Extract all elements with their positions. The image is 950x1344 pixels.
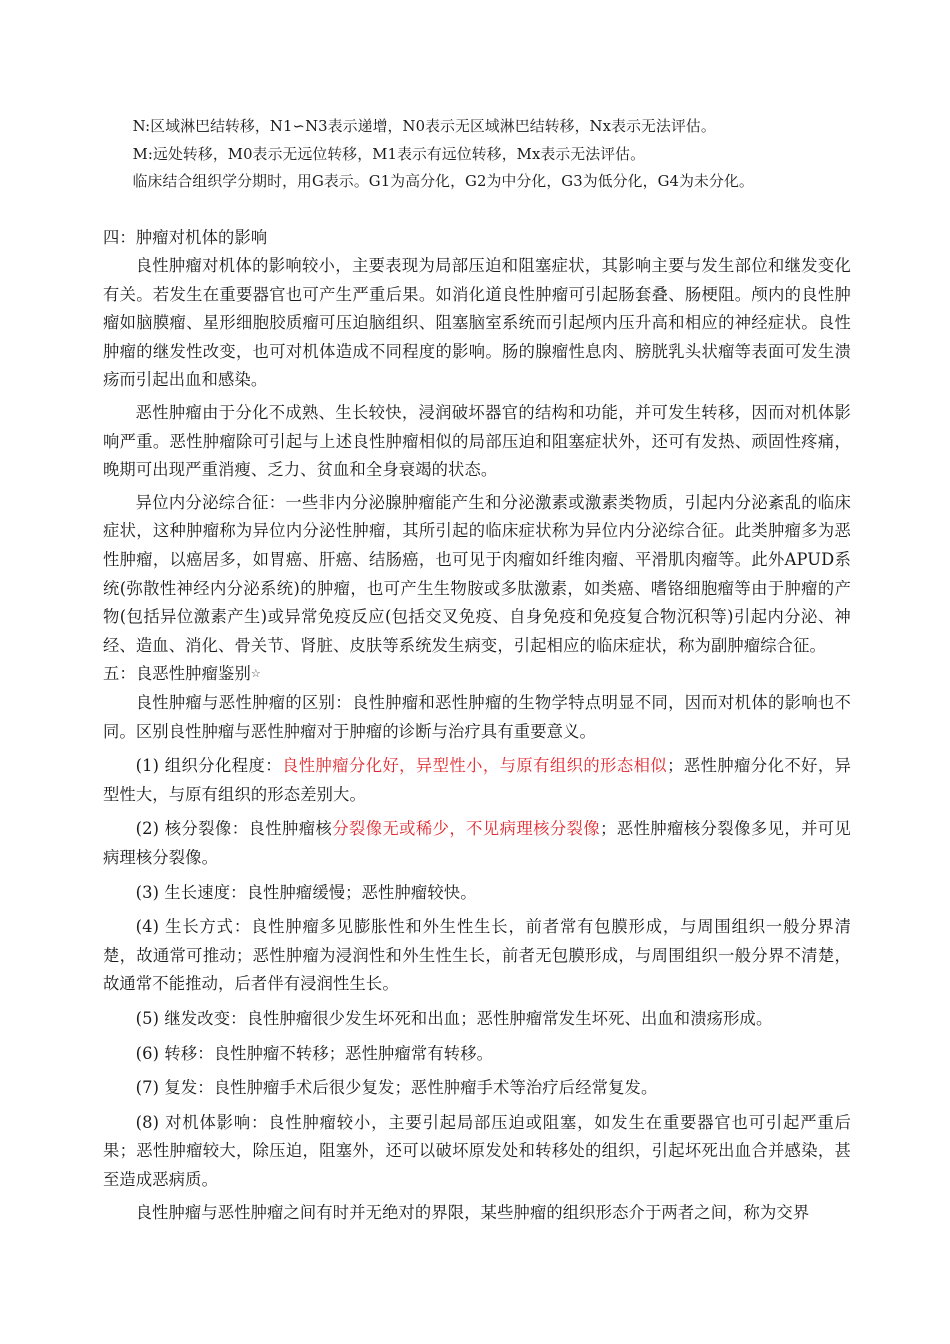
item2-highlight: 分裂像无或稀少，不见病理核分裂像	[332, 819, 601, 839]
section4-paragraph-ectopic: 异位内分泌综合征：一些非内分泌腺肿瘤能产生和分泌激素或激素类物质，引起内分泌紊乱的临床症状，这种肿瘤称为异位内分泌性肿瘤，其所引起的临床症状称为异位内分泌综合征。此类肿瘤多为恶性肿瘤，以癌居多，如胃癌、肝癌、结肠癌，也可见于肉瘤如纤维肉瘤、平滑肌肉瘤等。此外APUD系统(弥散性神经内分泌系统)的肿瘤，也可产生生物胺或多肽激素，如类癌、嗜铬细胞瘤等由于肿瘤的产物(包括异位激素产生)或异常免疫反应(包括交叉免疫、自身免疫和免疫复合物沉积等)引起内分泌、神经、造血、消化、骨关节、肾脏、皮肤等系统发生病变，引起相应的临床症状，称为副肿瘤综合征。	[103, 492, 851, 655]
section4-paragraph-malignant: 恶性肿瘤由于分化不成熟、生长较快，浸润破坏器官的结构和功能，并可发生转移，因而对机体影响严重。恶性肿瘤除可引起与上述良性肿瘤相似的局部压迫和阻塞症状外，还可有发热、顽固性疼痛，晚期可出现严重消瘦、乏力、贫血和全身衰竭的状态。	[103, 403, 851, 480]
criteria-item-mitosis	[103, 815, 851, 872]
closing-paragraph: 良性肿瘤与恶性肿瘤之间有时并无绝对的界限，某些肿瘤的组织形态介于两者之间，称为交界	[135, 1202, 810, 1222]
criteria-item-differentiation	[103, 752, 851, 809]
criteria-item-secondary-changes: (5) 继发改变：良性肿瘤很少发生坏死和出血；恶性肿瘤常发生坏死、出血和溃疡形成。	[135, 1008, 773, 1028]
item2-suffix: ；恶性肿瘤核分裂像多见，并可见病理核分裂像。	[103, 819, 851, 867]
criteria-item-metastasis: (6) 转移：良性肿瘤不转移；恶性肿瘤常有转移。	[135, 1043, 494, 1063]
criteria-item-growth-rate: (3) 生长速度：良性肿瘤缓慢；恶性肿瘤较快。	[135, 882, 477, 902]
star-icon: ☆	[250, 667, 261, 681]
staging-g-line: 临床结合组织学分期时，用G表示。G1为高分化，G2为中分化，G3为低分化，G4为未分化。	[132, 173, 754, 190]
section5-intro: 良性肿瘤与恶性肿瘤的区别：良性肿瘤和恶性肿瘤的生物学特点明显不同，因而对机体的影响也不同。区别良性肿瘤与恶性肿瘤对于肿瘤的诊断与治疗具有重要意义。	[103, 693, 851, 741]
staging-n-line: N:区域淋巴结转移，N1∽N3表示递增，N0表示无区域淋巴结转移，Nx表示无法评估。	[132, 118, 716, 135]
criteria-item-recurrence: (7) 复发：良性肿瘤手术后很少复发；恶性肿瘤手术等治疗后经常复发。	[135, 1078, 658, 1098]
section4-paragraph-benign: 良性肿瘤对机体的影响较小，主要表现为局部压迫和阻塞症状，其影响主要与发生部位和继发变化有关。若发生在重要器官也可产生严重后果。如消化道良性肿瘤可引起肠套叠、肠梗阻。颅内的良性肿瘤如脑膜瘤、星形细胞胶质瘤可压迫脑组织、阻塞脑室系统而引起颅内压升高和相应的神经症状。良性肿瘤的继发性改变，也可对机体造成不同程度的影响。肠的腺瘤性息肉、膀胱乳头状瘤等表面可发生溃疡而引起出血和感染。	[103, 256, 851, 390]
item1-suffix: ；恶性肿瘤分化不好，异型性大，与原有组织的形态差别大。	[103, 756, 852, 804]
criteria-item-growth-pattern: (4) 生长方式：良性肿瘤多见膨胀性和外生性生长，前者常有包膜形成，与周围组织一般分界清楚，故通常可推动；恶性肿瘤为浸润性和外生性生长，前者无包膜形成，与周围组织一般分界不清楚，故通常不能推动，后者伴有浸润性生长。	[103, 917, 851, 994]
staging-m-line: M:远处转移，M0表示无远位转移，M1表示有远位转移，Mx表示无法评估。	[132, 145, 646, 163]
item1-highlight: 良性肿瘤分化好，异型性小，与原有组织的形态相似	[281, 756, 668, 776]
section4-heading: 四：肿瘤对机体的影响	[103, 227, 268, 247]
document-page	[103, 113, 851, 1227]
item1-prefix: (1) 组织分化程度：	[135, 756, 282, 776]
section5-heading-text: 五：良恶性肿瘤鉴别	[103, 664, 251, 684]
section5-heading	[103, 660, 851, 689]
spacer	[103, 196, 851, 224]
criteria-item-effect-on-body: (8) 对机体影响：良性肿瘤较小，主要引起局部压迫或阻塞，如发生在重要器官也可引起严重后果；恶性肿瘤较大，除压迫，阻塞外，还可以破坏原发处和转移处的组织，引起坏死出血合并感染，甚至造成恶病质。	[103, 1112, 851, 1189]
item2-prefix: (2) 核分裂像：良性肿瘤核	[135, 819, 333, 839]
